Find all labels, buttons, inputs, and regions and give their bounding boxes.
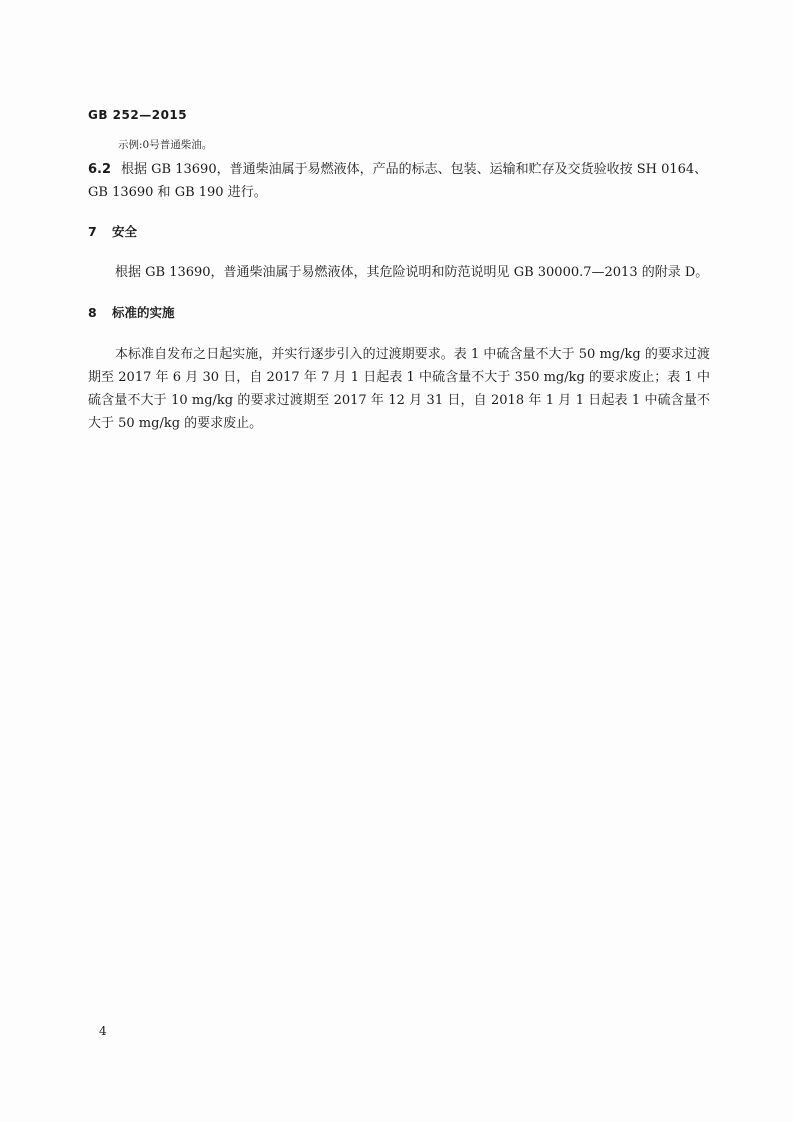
section-heading-implementation [88,303,175,321]
section-number: 8 [88,305,97,320]
clause-number: 6.2 [88,162,112,177]
section-7-paragraph: 根据 GB 13690，普通柴油属于易燃液体，其危险说明和防范说明见 GB 30000.7—2013 的附录 D。 [115,265,709,280]
section-title: 标准的实施 [112,305,175,320]
section-heading-safety [88,222,137,240]
clause-6-2 [88,158,708,204]
standard-code-header: GB 252—2015 [88,108,188,122]
section-number: 7 [88,224,97,239]
page-number: 4 [99,1024,107,1038]
section-8-paragraph: 本标准自发布之日起实施，并实行逐步引入的过渡期要求。表 1 中硫含量不大于 50 mg/kg 的要求过渡期至 2017 年 6 月 30 日，自 2017 年 7 月 1 日起表 1 中硫含量不大于 350 mg/kg 的要求废止；表 1 中硫含量不大于 10 mg/kg 的要求过渡期至 2017 年 12 月 31 日，自 2018 年 1 月 1 日起表 1 中硫含量不大于 50 mg/kg 的要求废止。 [88,347,710,431]
example-note: 示例:0号普通柴油。 [118,139,213,151]
clause-text: 根据 GB 13690，普通柴油属于易燃液体，产品的标志、包装、运输和贮存及交货验收按 SH 0164、GB 13690 和 GB 190 进行。 [88,162,708,200]
section-title: 安全 [112,224,138,239]
